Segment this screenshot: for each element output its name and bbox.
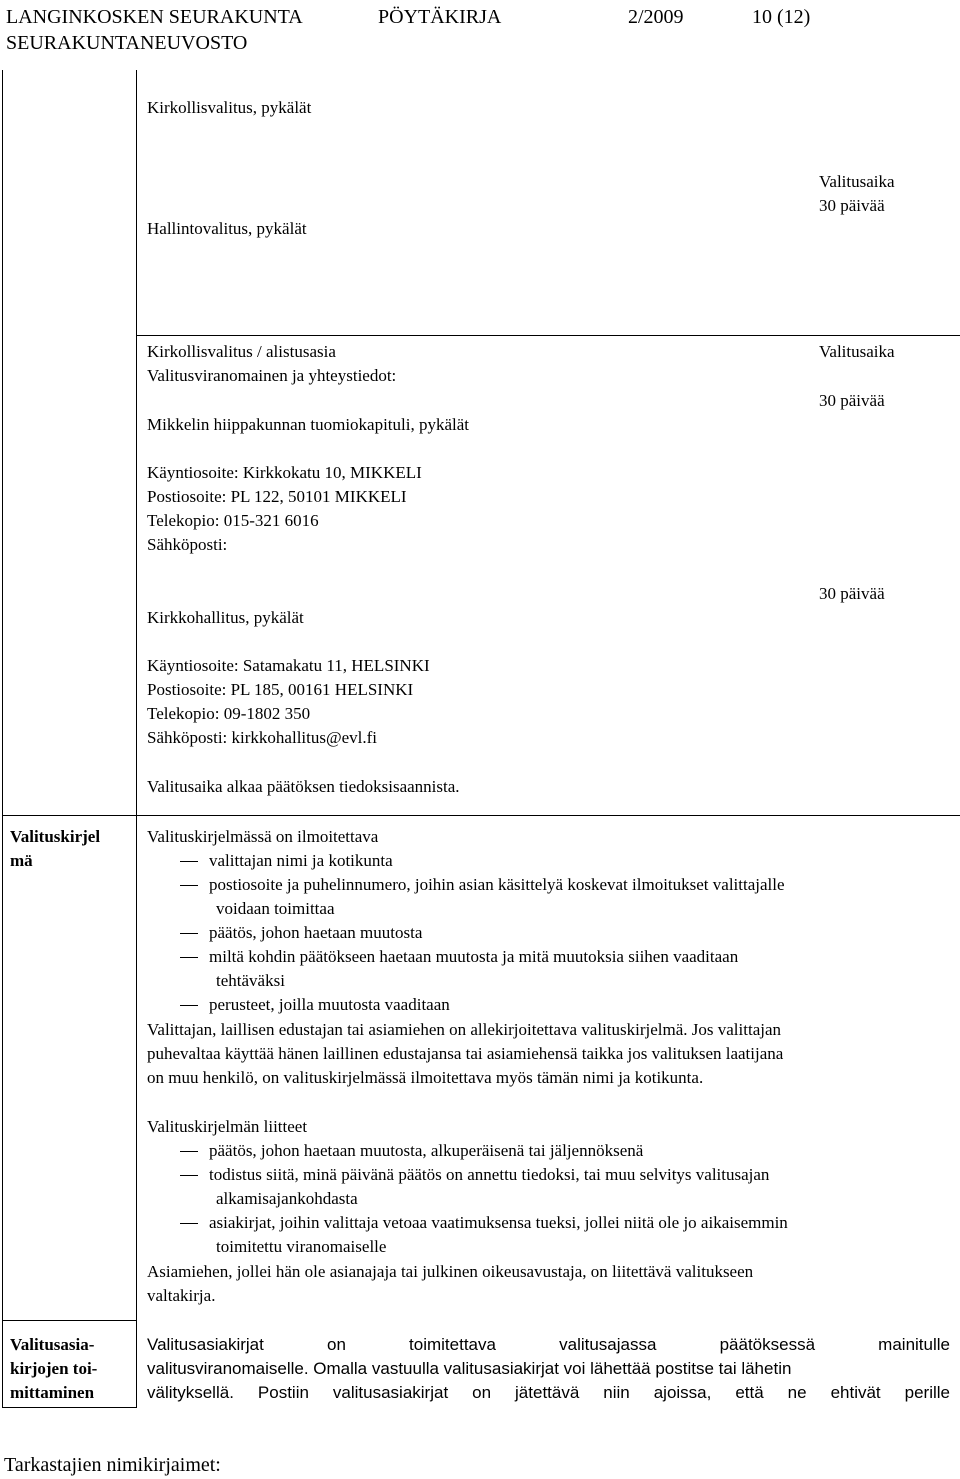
bullet-dash bbox=[180, 957, 198, 958]
authority-address-line: Sähköposti: bbox=[147, 535, 228, 554]
authority-name: Kirkkohallitus, pykälät bbox=[147, 608, 304, 627]
list-item-continued: tehtäväksi bbox=[216, 971, 285, 990]
authority-address-line: Telekopio: 015-321 6016 bbox=[147, 511, 319, 530]
bullet-dash bbox=[180, 1223, 198, 1224]
section-label-delivery: Valitusasia- bbox=[10, 1335, 95, 1354]
authority-address-line: Käyntiosoite: Kirkkokatu 10, MIKKELI bbox=[147, 463, 422, 482]
bullet-dash bbox=[180, 1175, 198, 1176]
proxy-paragraph-line: valtakirja. bbox=[147, 1286, 216, 1305]
appeal-period-label: Valitusaika bbox=[819, 342, 895, 361]
attachment-item-continued: alkamisajankohdasta bbox=[216, 1189, 358, 1208]
section-label-letter: Valituskirjel bbox=[10, 827, 101, 846]
authority-address-line: Telekopio: 09-1802 350 bbox=[147, 704, 311, 723]
list-item: miltä kohdin päätökseen haetaan muutosta ja mitä muutoksia siihen vaaditaan bbox=[209, 947, 739, 966]
row-divider bbox=[136, 335, 960, 336]
authority-heading: Valitusviranomainen ja yhteystiedot: bbox=[147, 366, 397, 385]
section-label-delivery: kirjojen toi- bbox=[10, 1359, 98, 1378]
row-divider bbox=[2, 815, 960, 816]
letter-intro: Valituskirjelmässä on ilmoitettava bbox=[147, 827, 379, 846]
section-label-letter: mä bbox=[10, 851, 33, 870]
signature-paragraph-line: puhevaltaa käyttää hänen laillinen edustajansa tai asiamiehensä taikka jos valituksen laatijana bbox=[147, 1044, 784, 1063]
authority-address-line: Käyntiosoite: Satamakatu 11, HELSINKI bbox=[147, 656, 430, 675]
bullet-dash bbox=[180, 885, 198, 886]
table-column-divider bbox=[136, 70, 137, 1408]
list-item: postiosoite ja puhelinnumero, joihin asian käsittelyä koskevat ilmoitukset valittajalle bbox=[209, 875, 785, 894]
attachments-heading: Valituskirjelmän liitteet bbox=[147, 1117, 308, 1136]
authority-address-line: Sähköposti: kirkkohallitus@evl.fi bbox=[147, 728, 378, 747]
appeal-period-value: 30 päivää bbox=[819, 391, 885, 410]
proxy-paragraph-line: Asiamiehen, jollei hän ole asianajaja tai julkinen oikeusavustaja, on liitettävä valitukseen bbox=[147, 1262, 754, 1281]
appeal-period-value: 30 päivää bbox=[819, 584, 885, 603]
org-name: LANGINKOSKEN SEURAKUNTA bbox=[6, 6, 303, 28]
appeal-period-start: Valitusaika alkaa päätöksen tiedoksisaannista. bbox=[147, 777, 460, 796]
authority-name: Mikkelin hiippakunnan tuomiokapituli, pykälät bbox=[147, 415, 470, 434]
doc-type: PÖYTÄKIRJA bbox=[378, 6, 502, 28]
list-item-continued: voidaan toimittaa bbox=[216, 899, 335, 918]
org-unit: SEURAKUNTANEUVOSTO bbox=[6, 32, 248, 54]
admin-appeal-label: Hallintovalitus, pykälät bbox=[147, 219, 307, 238]
list-item: valittajan nimi ja kotikunta bbox=[209, 851, 393, 870]
authority-address-line: Postiosoite: PL 122, 50101 MIKKELI bbox=[147, 487, 407, 506]
attachment-item: asiakirjat, joihin valittaja vetoaa vaatimuksensa tueksi, jollei niitä ole jo aikaisemmin bbox=[209, 1213, 788, 1232]
delivery-paragraph-line: Valitusasiakirjat on toimitettava valitusajassa päätöksessä mainitulle bbox=[147, 1335, 950, 1354]
signature-paragraph-line: Valittajan, laillisen edustajan tai asiamiehen on allekirjoitettava valituskirjelmä. Jos valittajan bbox=[147, 1020, 782, 1039]
church-appeal-sub: Kirkollisvalitus / alistusasia bbox=[147, 342, 336, 361]
doc-number: 2/2009 bbox=[628, 6, 684, 28]
list-item: päätös, johon haetaan muutosta bbox=[209, 923, 423, 942]
attachment-item-continued: toimitettu viranomaiselle bbox=[216, 1237, 387, 1256]
table-left-border bbox=[2, 70, 3, 1408]
bullet-dash bbox=[180, 861, 198, 862]
delivery-paragraph-line: valitusviranomaiselle. Omalla vastuulla valitusasiakirjat voi lähettää postitse tai lähetin bbox=[147, 1359, 792, 1378]
initials-label: Tarkastajien nimikirjaimet: bbox=[4, 1454, 221, 1476]
list-item: perusteet, joilla muutosta vaaditaan bbox=[209, 995, 450, 1014]
section-label-delivery: mittaminen bbox=[10, 1383, 95, 1402]
signature-paragraph-line: on muu henkilö, on valituskirjelmässä ilmoitettava myös tämän nimi ja kotikunta. bbox=[147, 1068, 704, 1087]
church-appeal-label: Kirkollisvalitus, pykälät bbox=[147, 98, 312, 117]
attachment-item: todistus siitä, minä päivänä päätös on annettu tiedoksi, tai muu selvitys valitusajan bbox=[209, 1165, 770, 1184]
table-bottom-border bbox=[2, 1407, 136, 1408]
authority-address-line: Postiosoite: PL 185, 00161 HELSINKI bbox=[147, 680, 414, 699]
appeal-period-label: Valitusaika bbox=[819, 172, 895, 191]
row-divider bbox=[2, 1320, 136, 1321]
appeal-period-value: 30 päivää bbox=[819, 196, 885, 215]
attachment-item: päätös, johon haetaan muutosta, alkuperäisenä tai jäljennöksenä bbox=[209, 1141, 644, 1160]
bullet-dash bbox=[180, 933, 198, 934]
delivery-paragraph-line: välityksellä. Postiin valitusasiakirjat on jätettävä niin ajoissa, että ne ehtivät perille bbox=[147, 1383, 950, 1402]
bullet-dash bbox=[180, 1151, 198, 1152]
bullet-dash bbox=[180, 1005, 198, 1006]
page-number: 10 (12) bbox=[752, 6, 811, 28]
